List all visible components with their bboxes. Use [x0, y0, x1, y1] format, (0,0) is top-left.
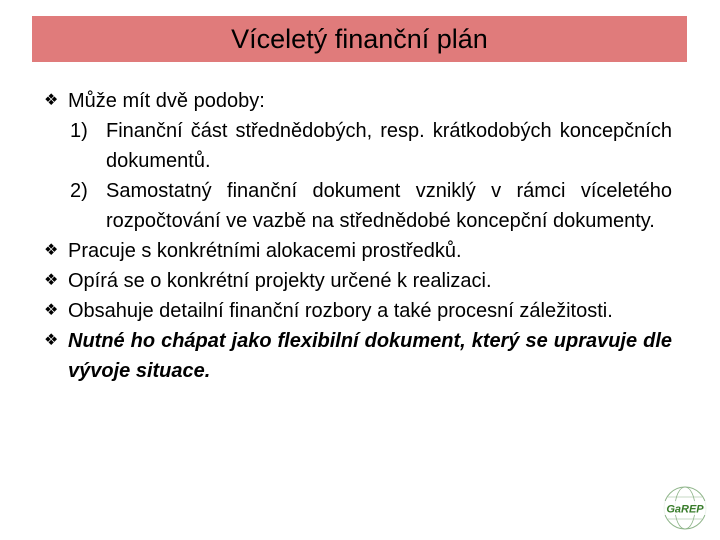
logo-text: GaREP: [666, 503, 704, 516]
bullet-item: [44, 236, 672, 266]
slide-title: Víceletý finanční plán: [231, 23, 488, 54]
title-bar: [32, 16, 687, 62]
numbered-item: [44, 116, 672, 176]
bullet-text: Pracuje s konkrétními alokacemi prostředků.: [68, 240, 462, 262]
slide-content: [44, 86, 672, 386]
bullet-item: [44, 266, 672, 296]
bullet-item: [44, 86, 672, 116]
bullet-text: Může mít dvě podoby:: [68, 90, 265, 112]
garep-logo: [658, 484, 712, 532]
diamond-bullet-icon: ❖: [44, 92, 59, 109]
globe-logo-icon: [658, 484, 712, 532]
item-number: 2): [70, 180, 88, 202]
numbered-text: Finanční část střednědobých, resp. krátkodobých koncepčních dokumentů.: [106, 120, 672, 172]
numbered-text: Samostatný finanční dokument vzniklý v rámci víceletého rozpočtování ve vazbě na střednědobé koncepční dokumenty.: [106, 180, 672, 232]
diamond-bullet-icon: ❖: [44, 272, 59, 289]
emphasis-text: Nutné ho chápat jako flexibilní dokument, který se upravuje dle vývoje situace.: [68, 330, 672, 382]
bullet-text: Opírá se o konkrétní projekty určené k realizaci.: [68, 270, 492, 292]
bullet-item: [44, 296, 672, 326]
bullet-text: Obsahuje detailní finanční rozbory a také procesní záležitosti.: [68, 300, 613, 322]
item-number: 1): [70, 120, 88, 142]
diamond-bullet-icon: ❖: [44, 242, 59, 259]
bullet-item: [44, 326, 672, 386]
diamond-bullet-icon: ❖: [44, 332, 59, 349]
diamond-bullet-icon: ❖: [44, 302, 59, 319]
numbered-item: [44, 176, 672, 236]
